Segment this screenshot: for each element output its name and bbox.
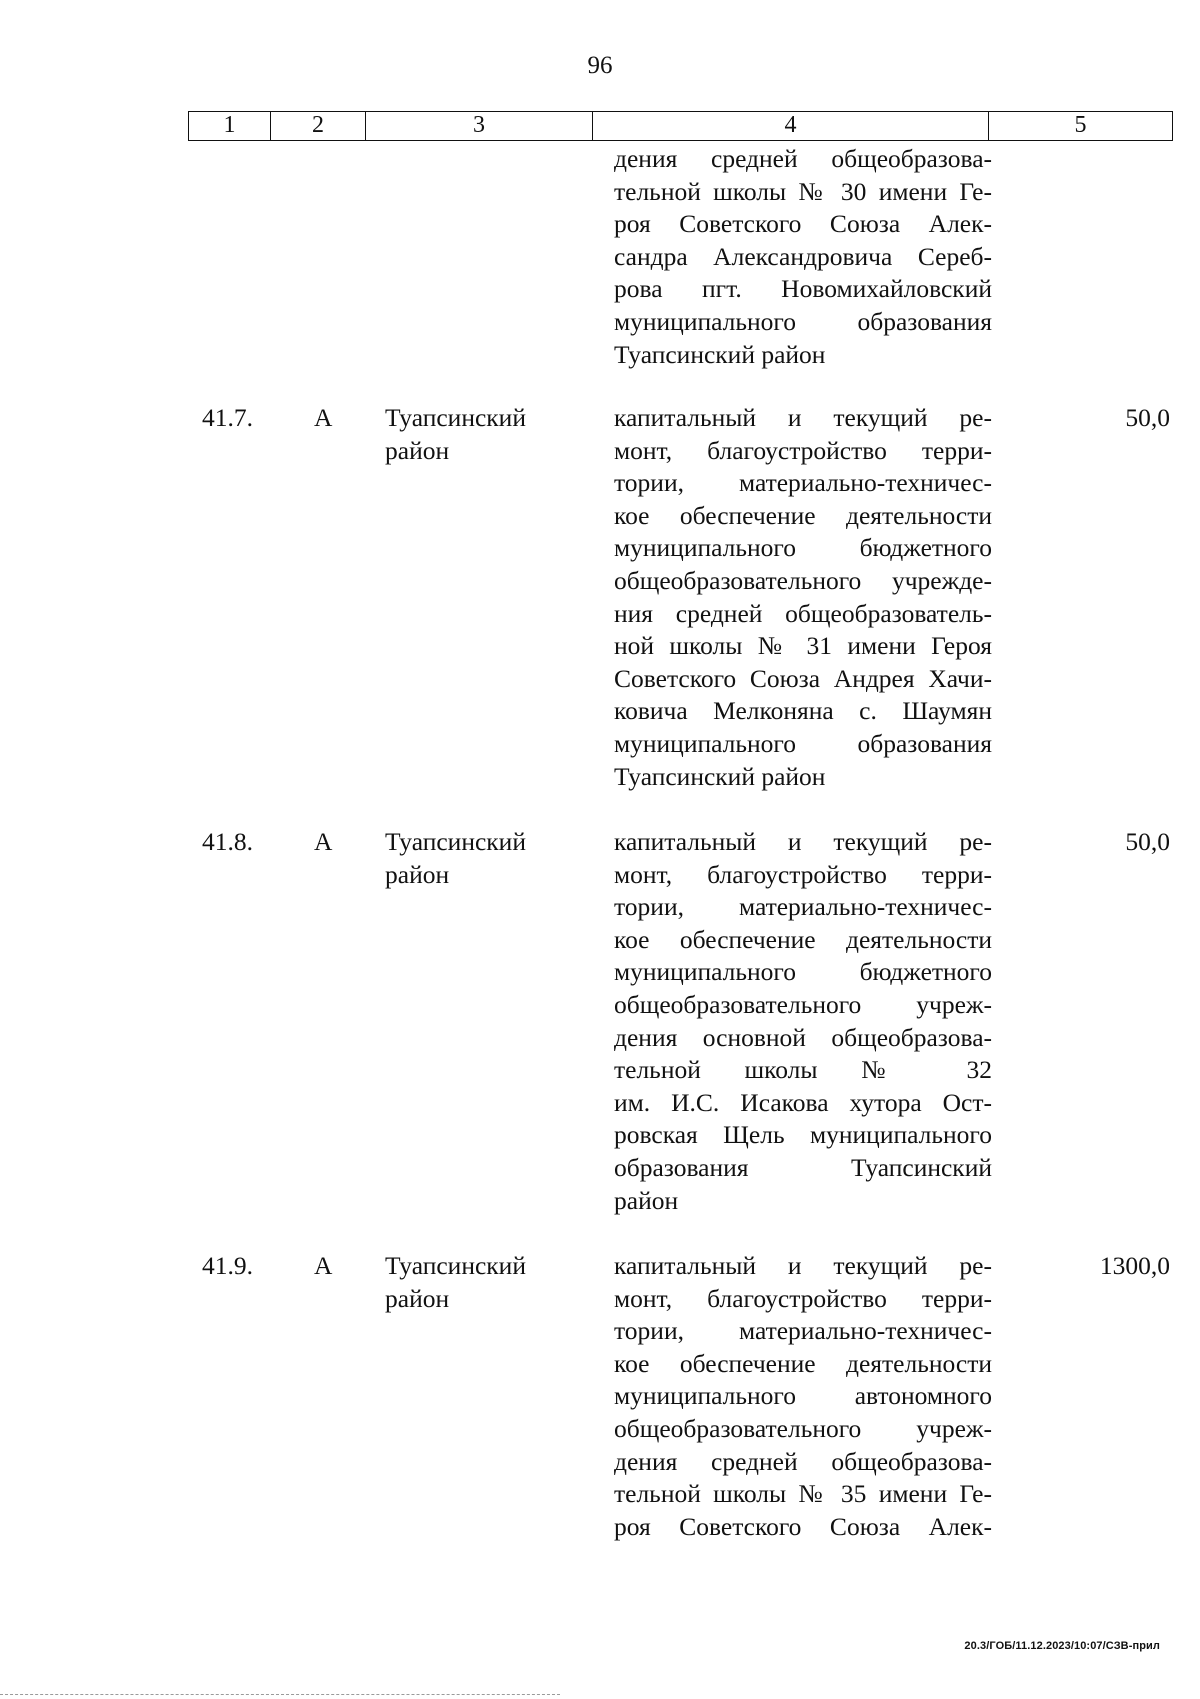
description-line: капитальный и текущий ре- (614, 827, 992, 856)
document-code: 20.3/ГОБ/11.12.2023/10:07/СЗВ-прил (964, 1640, 1160, 1652)
row-letter: А (314, 403, 333, 432)
description-line: Туапсинский район (614, 339, 826, 369)
description-line: Туапсинский район (614, 761, 826, 791)
description-line: тельной школы № 35 имени Ге- (614, 1479, 992, 1509)
description-line: роя Советского Союза Алек- (614, 209, 992, 239)
description-line: капитальный и текущий ре- (614, 403, 992, 432)
district-line: район (385, 435, 450, 465)
description-line: монт, благоустройство терри- (614, 859, 992, 889)
description-line: дения средней общеобразова- (614, 1446, 992, 1476)
description-line: образования Туапсинский (614, 1152, 992, 1182)
table-header (188, 111, 1173, 141)
description-line: тельной школы № 32 (614, 1055, 992, 1085)
description-line: тории, материально-техничес- (614, 1316, 992, 1346)
description-line: кое обеспечение деятельности (614, 500, 992, 530)
description-line: общеобразовательного учрежде- (614, 565, 992, 595)
description-line: ния средней общеобразователь- (614, 598, 992, 628)
header-cell-5: 5 (1074, 112, 1087, 138)
description-line: кое обеспечение деятельности (614, 924, 992, 954)
description-line: дения средней общеобразова- (614, 144, 992, 173)
description-line: рова пгт. Новомихайловский (614, 274, 992, 304)
description-line: монт, благоустройство терри- (614, 435, 992, 465)
row-amount: 1300,0 (1099, 1251, 1170, 1280)
district-line: Туапсинский (385, 1251, 526, 1280)
row-description (614, 1250, 992, 1543)
description-line: дения основной общеобразова- (614, 1022, 992, 1052)
description-line: тельной школы № 30 имени Ге- (614, 176, 992, 206)
scan-edge-divider (0, 1694, 560, 1696)
description-line: им. И.С. Исакова хутора Ост- (614, 1087, 992, 1117)
district-line: Туапсинский (385, 403, 526, 432)
district-line: район (385, 859, 450, 889)
district-line: район (385, 1283, 450, 1313)
description-line: муниципального автономного (614, 1381, 992, 1411)
row-description (614, 826, 992, 1217)
description-line: муниципального бюджетного (614, 533, 992, 563)
row-letter: А (314, 827, 333, 856)
header-cell-1: 1 (189, 112, 271, 140)
row-description (614, 402, 992, 793)
description-line: роя Советского Союза Алек- (614, 1511, 992, 1541)
continuation-description (614, 143, 992, 371)
page-number: 96 (587, 52, 613, 79)
row-letter: А (314, 1251, 333, 1280)
row-number: 41.8. (202, 827, 253, 856)
description-line: муниципального образования (614, 728, 992, 758)
row-number: 41.9. (202, 1251, 253, 1280)
description-line: сандра Александровича Сереб- (614, 241, 992, 271)
description-line: ной школы № 31 имени Героя (614, 631, 992, 661)
district-line: Туапсинский (385, 827, 526, 856)
description-line: кое обеспечение деятельности (614, 1348, 992, 1378)
row-amount: 50,0 (1125, 827, 1170, 856)
row-district (385, 402, 585, 467)
row-district (385, 826, 585, 891)
header-cell-2: 2 (271, 112, 366, 140)
row-number: 41.7. (202, 403, 253, 432)
row-district (385, 1250, 585, 1315)
description-line: район (614, 1185, 679, 1215)
description-line: тории, материально-техничес- (614, 468, 992, 498)
description-line: муниципального бюджетного (614, 957, 992, 987)
header-cell-4: 4 (593, 112, 989, 140)
description-line: капитальный и текущий ре- (614, 1251, 992, 1280)
description-line: общеобразовательного учреж- (614, 989, 992, 1019)
description-line: тории, материально-техничес- (614, 892, 992, 922)
description-line: ровская Щель муниципального (614, 1120, 992, 1150)
description-line: муниципального образования (614, 306, 992, 336)
row-amount: 50,0 (1125, 403, 1170, 432)
description-line: общеобразовательного учреж- (614, 1413, 992, 1443)
description-line: монт, благоустройство терри- (614, 1283, 992, 1313)
header-cell-3: 3 (366, 112, 593, 140)
description-line: Советского Союза Андрея Хачи- (614, 663, 992, 693)
description-line: ковича Мелконяна с. Шаумян (614, 696, 992, 726)
